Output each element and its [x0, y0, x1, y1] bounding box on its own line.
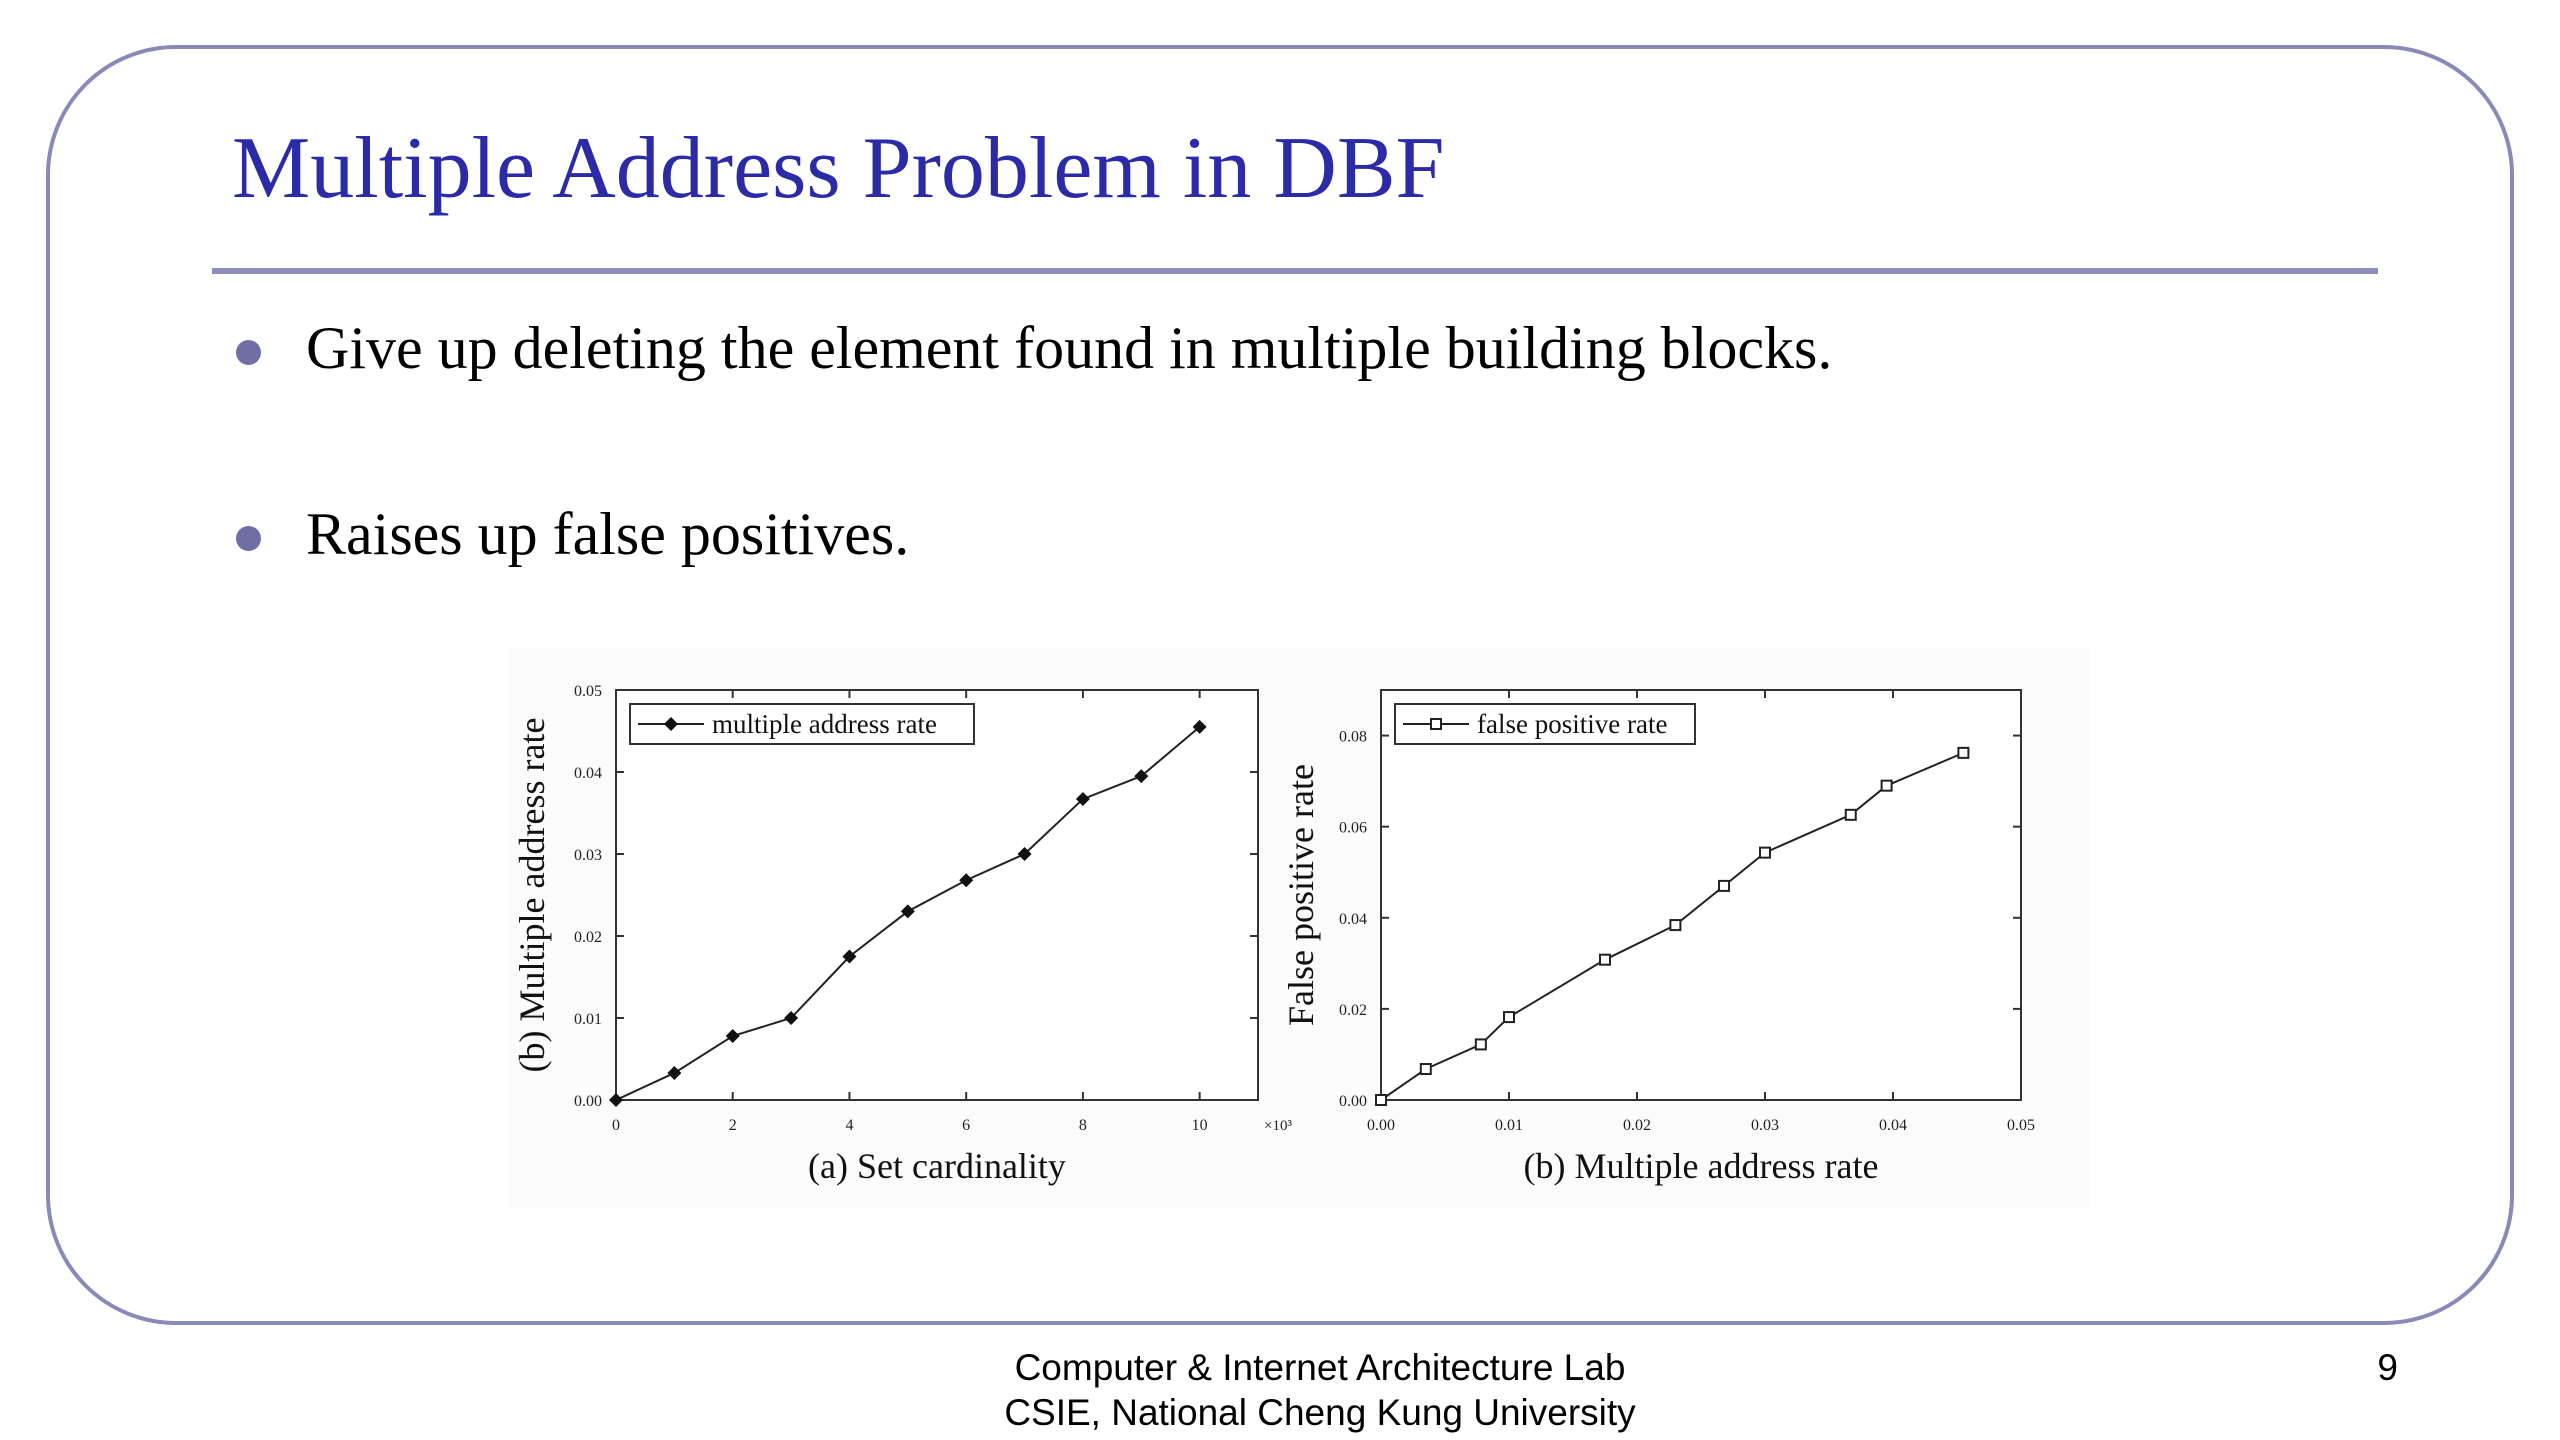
x-tick-label: 0 [612, 1117, 620, 1134]
data-point [1958, 748, 1968, 758]
y-tick-label: 0.02 [574, 929, 602, 946]
x-multiplier-label: ×10³ [1264, 1118, 1292, 1134]
bullet-text: Raises up false positives. [306, 501, 910, 567]
bullet-dot-icon [236, 526, 261, 551]
bullet-dot-icon [236, 340, 261, 365]
legend-label: false positive rate [1477, 709, 1668, 739]
legend-marker [1431, 719, 1441, 729]
legend-label: multiple address rate [712, 709, 937, 739]
data-point [1376, 1095, 1386, 1105]
y-tick-label: 0.04 [574, 765, 602, 782]
y-axis-title: False positive rate [1281, 764, 1321, 1026]
figure-panel [508, 648, 2090, 1208]
y-tick-label: 0.01 [574, 1011, 602, 1028]
y-tick-label: 0.04 [1339, 910, 1367, 928]
y-axis-title: (b) Multiple address rate [512, 717, 552, 1073]
data-point [1846, 810, 1856, 820]
x-tick-label: 0.04 [1879, 1117, 1907, 1134]
x-tick-label: 4 [845, 1117, 854, 1134]
charts-figure [508, 648, 2090, 1208]
title-underline [212, 268, 2378, 274]
y-tick-label: 0.00 [1339, 1093, 1367, 1110]
footer-university: CSIE, National Cheng Kung University [1004, 1392, 1636, 1433]
data-point [1670, 920, 1680, 930]
y-tick-label: 0.05 [574, 683, 602, 700]
data-point [1600, 955, 1610, 965]
footer-lab: Computer & Internet Architecture Lab [1014, 1347, 1626, 1388]
x-tick-label: 0.02 [1623, 1117, 1651, 1134]
data-point [1760, 848, 1770, 858]
x-axis-title: (a) Set cardinality [808, 1146, 1066, 1186]
x-axis-title: (b) Multiple address rate [1523, 1146, 1879, 1186]
x-tick-label: 10 [1191, 1117, 1208, 1134]
x-tick-label: 8 [1078, 1117, 1087, 1134]
y-tick-label: 0.00 [574, 1093, 602, 1110]
data-point [1882, 781, 1892, 791]
x-tick-label: 0.03 [1751, 1117, 1779, 1134]
bullet-text: Give up deleting the element found in multiple building blocks. [306, 315, 1833, 381]
slide-title: Multiple Address Problem in DBF [232, 120, 1445, 217]
x-tick-label: 0.01 [1495, 1117, 1523, 1134]
data-point [1504, 1012, 1514, 1022]
x-tick-label: 0.05 [2007, 1117, 2035, 1134]
y-tick-label: 0.03 [574, 847, 602, 864]
x-tick-label: 2 [728, 1117, 737, 1134]
y-tick-label: 0.02 [1339, 1001, 1367, 1019]
x-tick-label: 0.00 [1367, 1117, 1395, 1134]
footer [900, 1345, 1740, 1435]
data-point [1719, 881, 1729, 891]
x-tick-label: 6 [962, 1117, 971, 1134]
y-tick-label: 0.06 [1339, 819, 1367, 837]
data-point [1421, 1064, 1431, 1074]
y-tick-label: 0.08 [1339, 728, 1367, 746]
data-point [1476, 1039, 1486, 1049]
page-number: 9 [2377, 1347, 2398, 1388]
